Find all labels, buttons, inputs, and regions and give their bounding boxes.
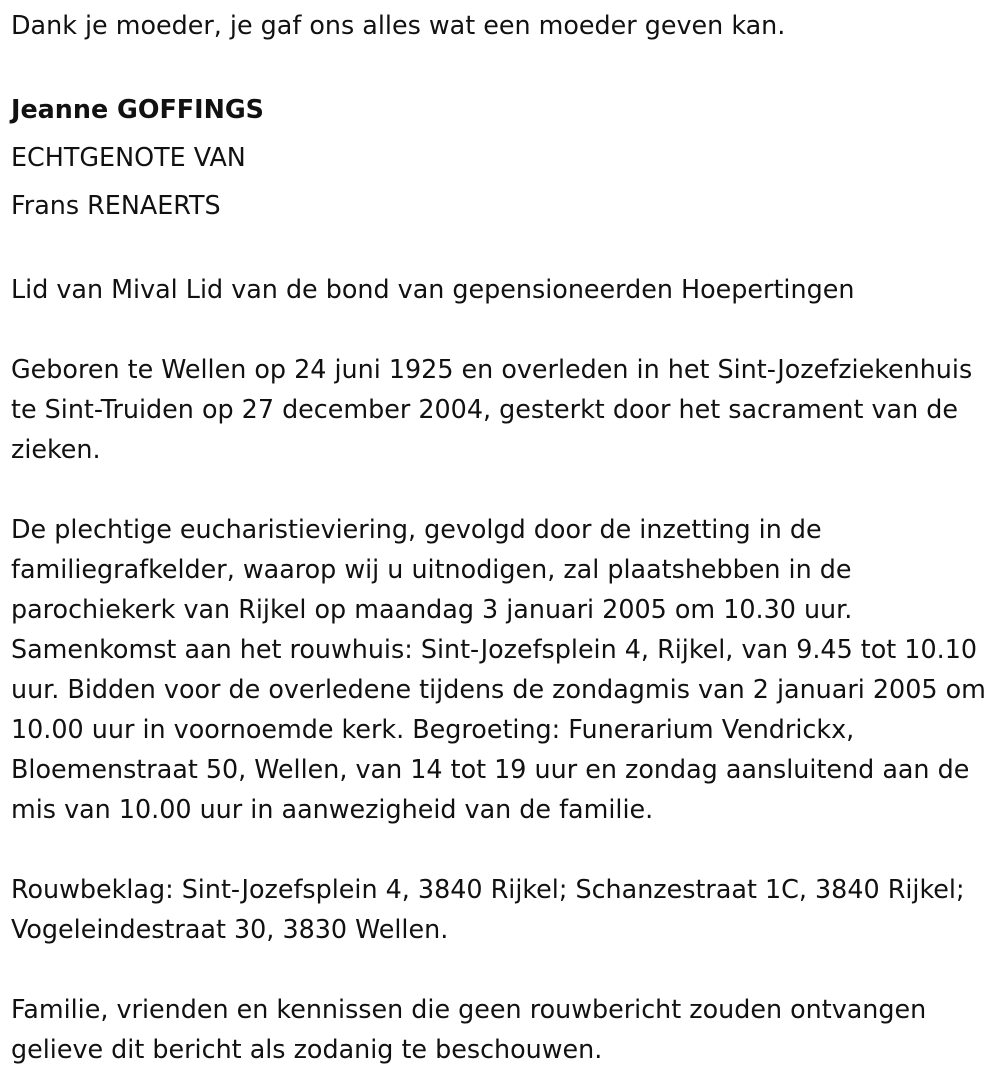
deceased-name: Jeanne GOFFINGS [11,94,264,124]
membership-line: Lid van Mival Lid van de bond van gepensioneerden Hoepertingen [11,274,855,304]
birth-death-paragraph: Geboren te Wellen op 24 juni 1925 en overleden in het Sint-Jozefziekenhuis te Sint-Truiden op 27 december 2004, gesterkt door het sacrament van de zieken. [11,354,973,464]
spacer [11,829,991,869]
spacer [11,45,991,85]
spacer [11,309,991,349]
opening-line: Dank je moeder, je gaf ons alles wat een moeder geven kan. [11,10,786,40]
spacer [11,949,991,989]
ceremony-paragraph: De plechtige eucharistieviering, gevolgd door de inzetting in de familiegrafkelder, waarop wij u uitnodigen, zal plaatshebben in de parochiekerk van Rijkel op maandag 3 januari 2005 om 10.30 uur. Samenkomst aan het rouwhuis: Sint-Jozefsplein 4, Rijkel, van 9.45 tot 10.10 uur. Bidden voor de overledene tijdens de zondagmis van 2 januari 2005 om 10.00 uur in voornoemde kerk. Begroeting: Funerarium Vendrickx, Bloemenstraat 50, Wellen, van 14 tot 19 uur en zondag aansluitend aan de mis van 10.00 uur in aanwezigheid van de familie. [11,514,986,824]
obituary-notice [11,5,991,1069]
condolences-paragraph: Rouwbeklag: Sint-Jozefsplein 4, 3840 Rijkel; Schanzestraat 1C, 3840 Rijkel; Vogeleindestraat 30, 3830 Wellen. [11,874,965,944]
relation-label: ECHTGENOTE VAN [11,142,246,172]
closing-paragraph: Familie, vrienden en kennissen die geen rouwbericht zouden ontvangen gelieve dit bericht als zodanig te beschouwen. [11,994,927,1064]
spacer [11,229,991,269]
spouse-name: Frans RENAERTS [11,190,221,220]
spacer [11,469,991,509]
